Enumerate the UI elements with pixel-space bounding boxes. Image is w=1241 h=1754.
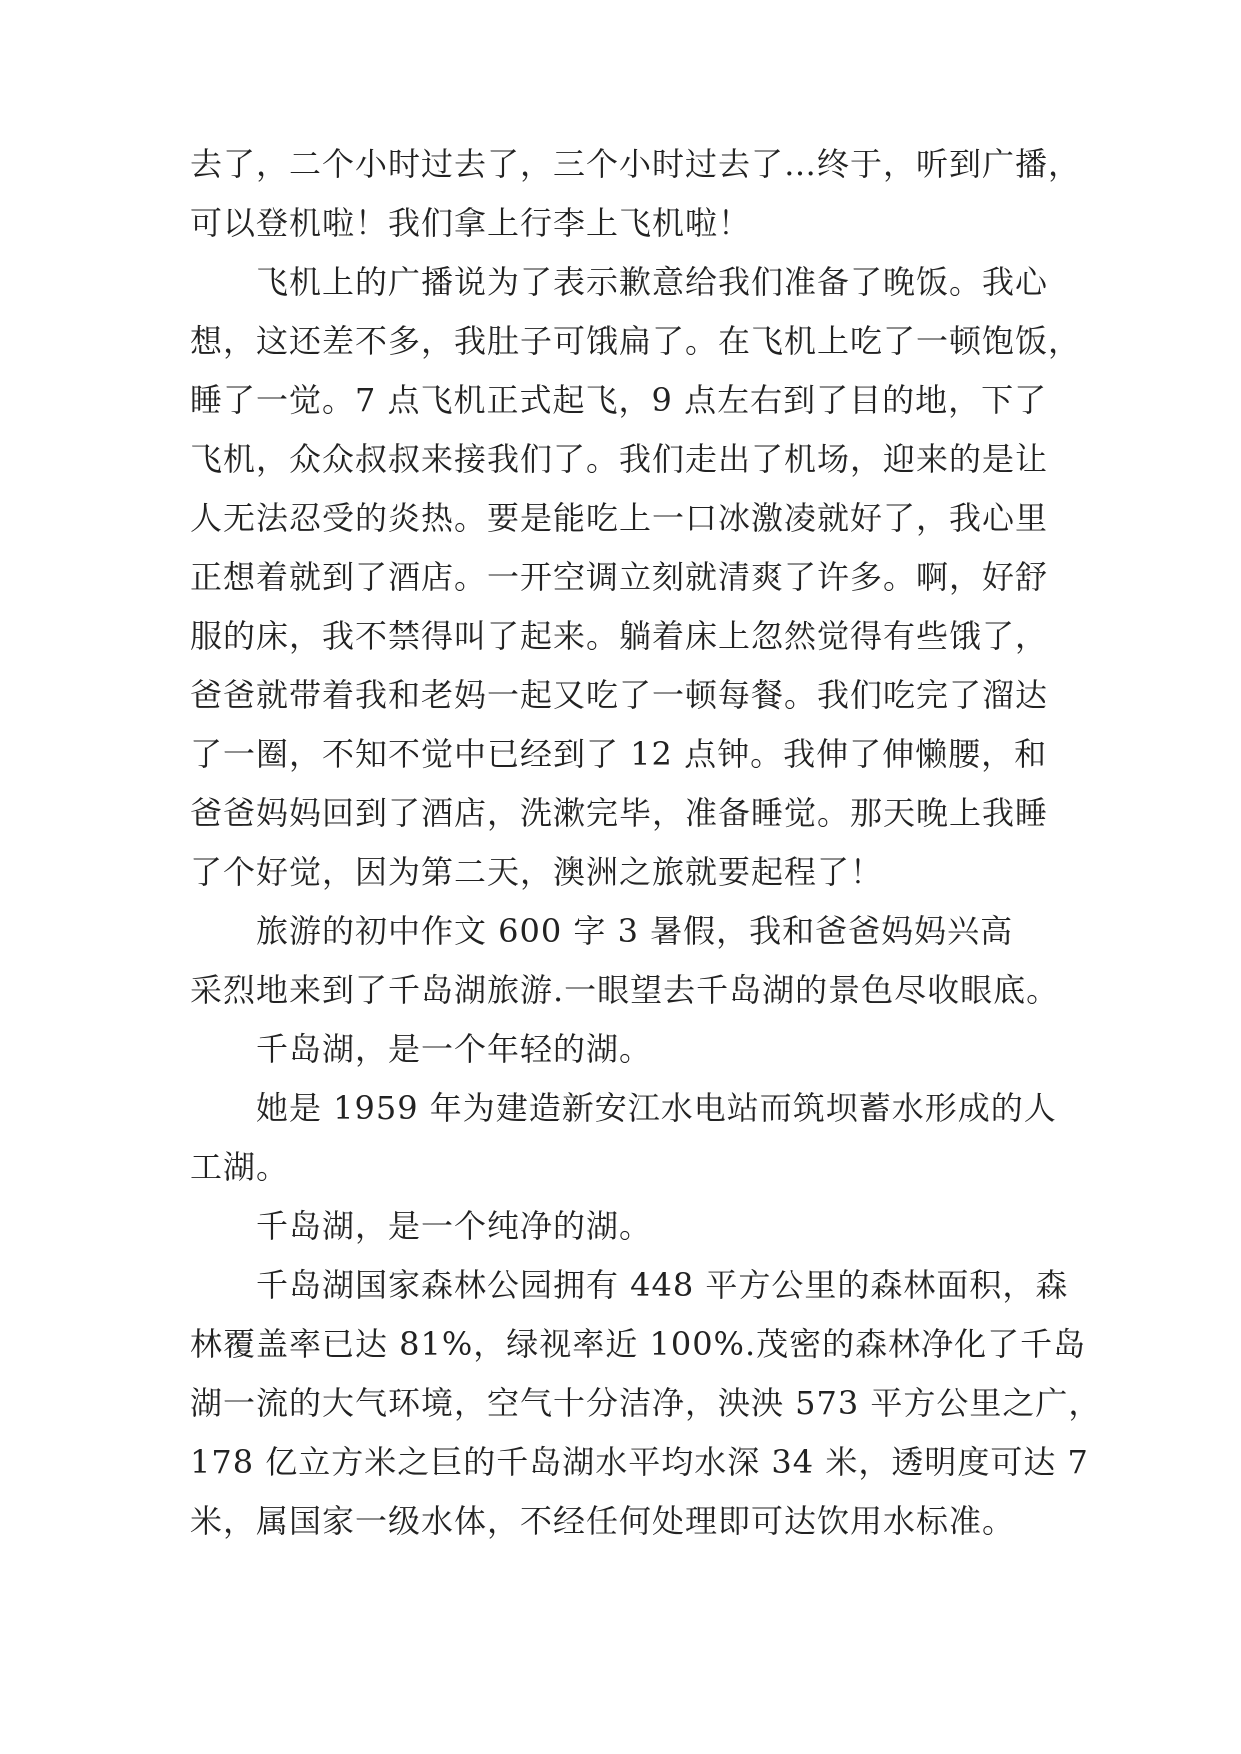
text-line: 采烈地来到了千岛湖旅游.一眼望去千岛湖的景色尽收眼底。 — [190, 971, 1060, 1009]
text-line: 了一圈，不知不觉中已经到了 12 点钟。我伸了伸懒腰，和 — [190, 735, 1048, 773]
text-line: 人无法忍受的炎热。要是能吃上一口冰激凌就好了，我心里 — [190, 499, 1049, 537]
text-line: 服的床，我不禁得叫了起来。躺着床上忽然觉得有些饿了， — [190, 617, 1049, 655]
text-line: 湖一流的大气环境，空气十分洁净，泱泱 573 平方公里之广， — [190, 1384, 1102, 1422]
paragraph-start-line: 她是 1959 年为建造新安江水电站而筑坝蓄水形成的人 — [256, 1089, 1057, 1127]
text-line: 飞机，众众叔叔来接我们了。我们走出了机场，迎来的是让 — [190, 440, 1049, 478]
text-line: 林覆盖率已达 81%，绿视率近 100%.茂密的森林净化了千岛 — [190, 1325, 1087, 1363]
text-line: 爸爸就带着我和老妈一起又吃了一顿每餐。我们吃完了溜达 — [190, 676, 1049, 714]
text-line: 想，这还差不多，我肚子可饿扁了。在飞机上吃了一顿饱饭， — [190, 322, 1082, 360]
text-line: 米，属国家一级水体，不经任何处理即可达饮用水标准。 — [190, 1502, 1016, 1540]
text-line: 去了，二个小时过去了，三个小时过去了…终于，听到广播， — [190, 145, 1082, 183]
text-line: 工湖。 — [190, 1148, 290, 1186]
paragraph-start-line: 千岛湖国家森林公园拥有 448 平方公里的森林面积，森 — [256, 1266, 1069, 1304]
text-line: 178 亿立方米之巨的千岛湖水平均水深 34 米，透明度可达 7 — [190, 1443, 1089, 1481]
document-body — [190, 135, 1102, 1551]
paragraph-start-line: 千岛湖，是一个纯净的湖。 — [256, 1207, 653, 1245]
text-line: 正想着就到了酒店。一开空调立刻就清爽了许多。啊，好舒 — [190, 558, 1049, 596]
paragraph-start-line: 飞机上的广播说为了表示歉意给我们准备了晚饭。我心 — [256, 263, 1049, 301]
text-line: 爸爸妈妈回到了酒店，洗漱完毕，准备睡觉。那天晚上我睡 — [190, 794, 1049, 832]
text-line: 睡了一觉。7 点飞机正式起飞，9 点左右到了目的地，下了 — [190, 381, 1048, 419]
text-line: 可以登机啦！我们拿上行李上飞机啦！ — [190, 204, 752, 242]
text-line: 了个好觉，因为第二天，澳洲之旅就要起程了！ — [190, 853, 884, 891]
paragraph-start-line: 千岛湖，是一个年轻的湖。 — [256, 1030, 653, 1068]
paragraph-start-line: 旅游的初中作文 600 字 3 暑假，我和爸爸妈妈兴高 — [256, 912, 1014, 950]
